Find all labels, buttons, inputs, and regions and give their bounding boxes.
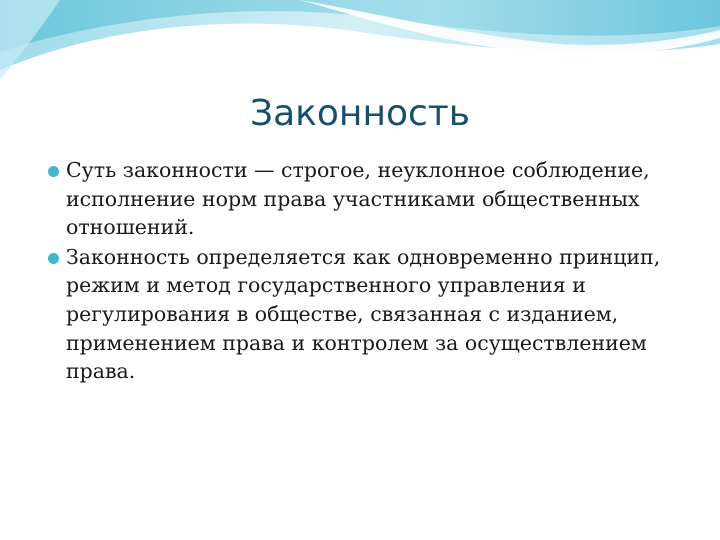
bullet-item (48, 156, 688, 242)
slide-title: Законность (250, 93, 470, 134)
bullet-item (48, 243, 688, 386)
bullet-list (48, 156, 688, 387)
bullet-dot-icon (48, 253, 59, 264)
bullet-text: Законность определяется как одновременно принцип, режим и метод государственного управления и регулирования в обществе, связанная с изданием, применением права и контролем за осуществлением права. (66, 244, 661, 384)
bullet-text: Суть законности — строгое, неуклонное соблюдение, исполнение норм права участниками общественных отношений. (66, 158, 650, 240)
bullet-dot-icon (48, 166, 59, 177)
